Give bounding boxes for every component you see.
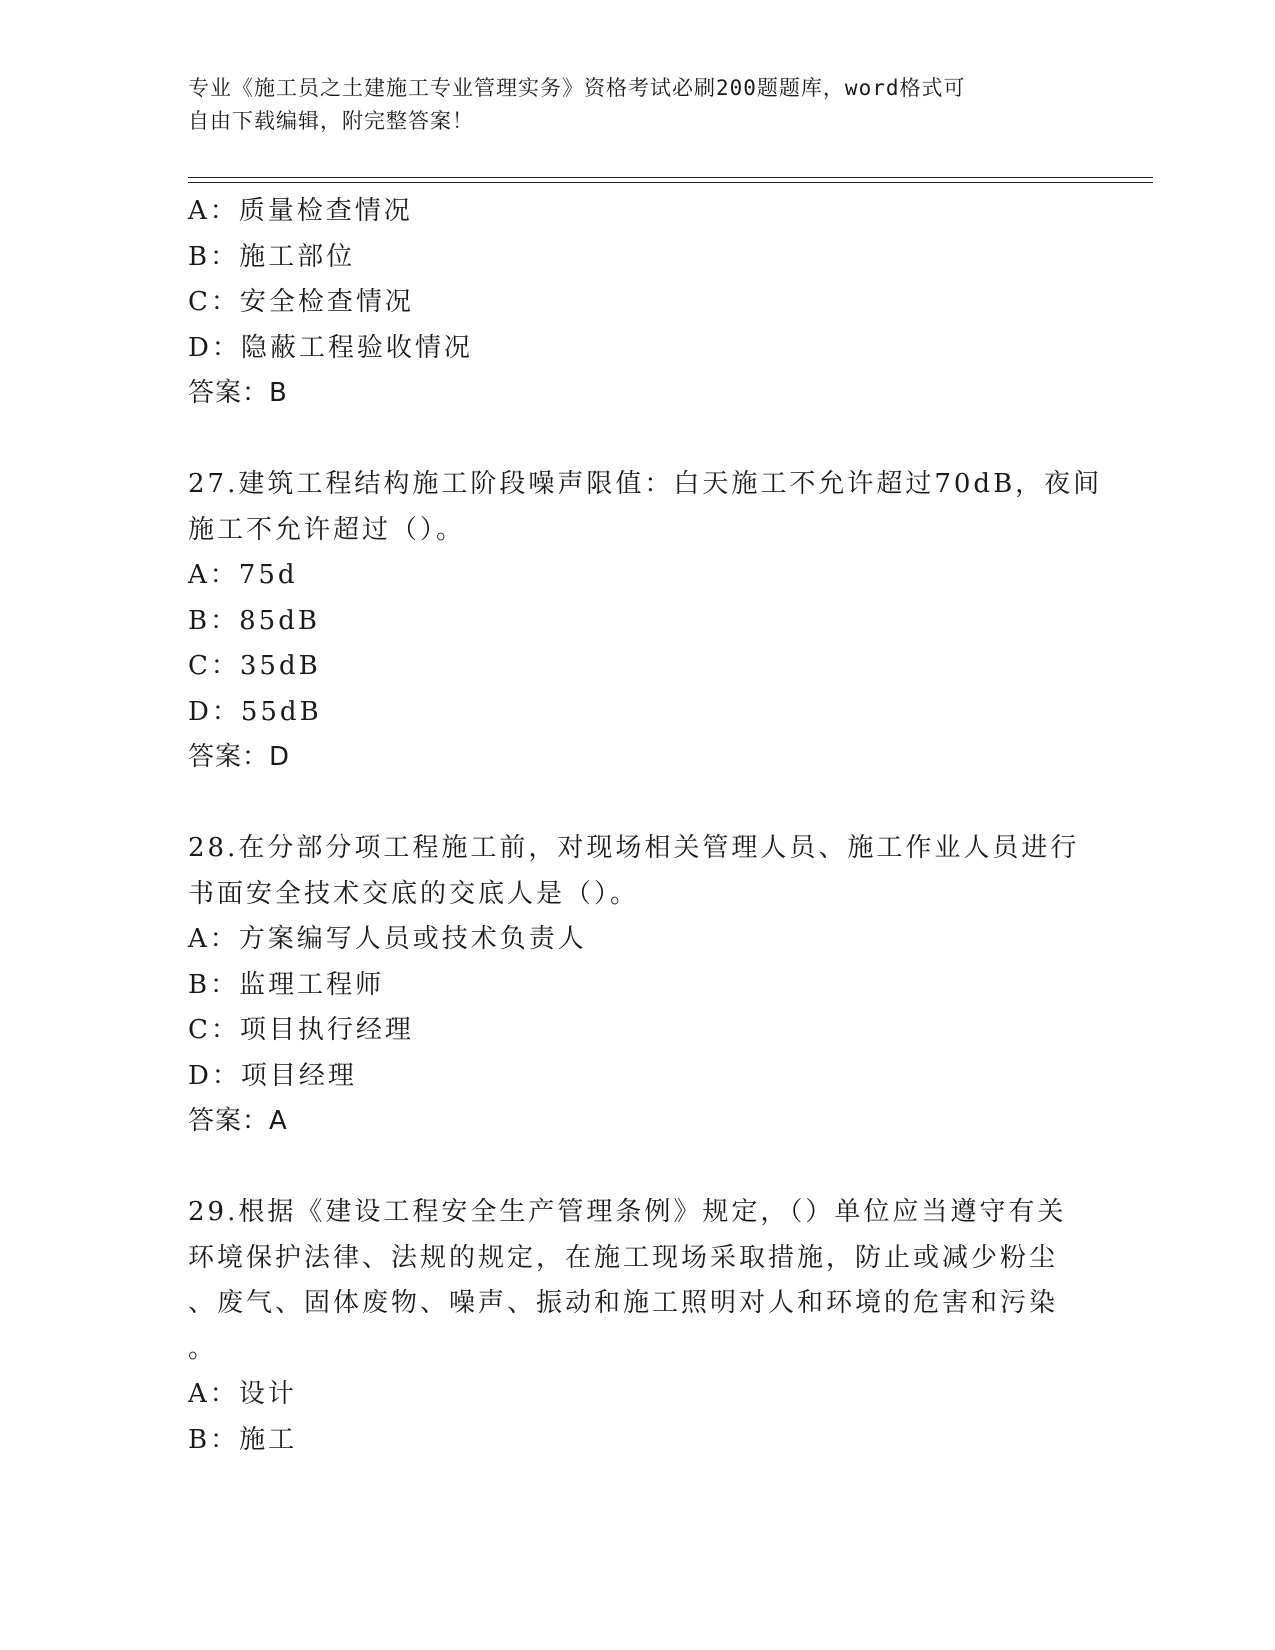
- answer: 答案：A: [188, 1106, 288, 1136]
- question-text-line: 施工不允许超过（）。: [188, 514, 466, 545]
- question-text-line: 。: [188, 1333, 218, 1364]
- option-b: B：监理工程师: [188, 969, 385, 1000]
- header-divider-bottom: [188, 182, 1153, 183]
- question-text-line: 书面安全技术交底的交底人是（）。: [188, 878, 640, 909]
- answer: 答案：D: [188, 742, 291, 772]
- option-c: C：安全检查情况: [188, 287, 414, 317]
- question-text-line: 29.根据《建设工程安全生产管理条例》规定，（）单位应当遵守有关: [188, 1197, 1067, 1227]
- header-line-1: 专业《施工员之土建施工专业管理实务》资格考试必刷200题题库，word格式可: [188, 76, 966, 100]
- answer: 答案：B: [188, 378, 288, 408]
- question-list: [188, 189, 1103, 1463]
- document-header: [188, 72, 1068, 138]
- question-text-line: 、废气、固体废物、噪声、振动和施工照明对人和环境的危害和污染: [188, 1288, 1059, 1318]
- option-c: C：项目执行经理: [188, 1015, 414, 1045]
- option-d: D：隐蔽工程验收情况: [188, 332, 473, 363]
- option-a: A：质量检查情况: [188, 196, 413, 226]
- question-29: [188, 1190, 1088, 1463]
- question-26: [188, 189, 1088, 417]
- question-text-line: 环境保护法律、法规的规定，在施工现场采取措施，防止或减少粉尘: [188, 1242, 1059, 1273]
- header-line-2: 自由下载编辑，附完整答案！: [188, 109, 474, 133]
- option-a: A：75d: [188, 560, 298, 590]
- option-c: C：35dB: [188, 651, 321, 681]
- header-divider-top: [188, 177, 1153, 178]
- option-d: D：55dB: [188, 696, 322, 727]
- option-b: B：施工: [188, 1424, 298, 1455]
- option-a: A：设计: [188, 1379, 297, 1409]
- question-27: [188, 462, 1103, 781]
- option-d: D：项目经理: [188, 1060, 357, 1091]
- question-text-line: 27.建筑工程结构施工阶段噪声限值：白天施工不允许超过70dB，夜间: [188, 469, 1103, 499]
- option-a: A：方案编写人员或技术负责人: [188, 924, 587, 954]
- question-text-line: 28.在分部分项工程施工前，对现场相关管理人员、施工作业人员进行: [188, 833, 1080, 863]
- option-b: B：85dB: [188, 605, 320, 636]
- option-b: B：施工部位: [188, 241, 356, 272]
- question-28: [188, 826, 1088, 1145]
